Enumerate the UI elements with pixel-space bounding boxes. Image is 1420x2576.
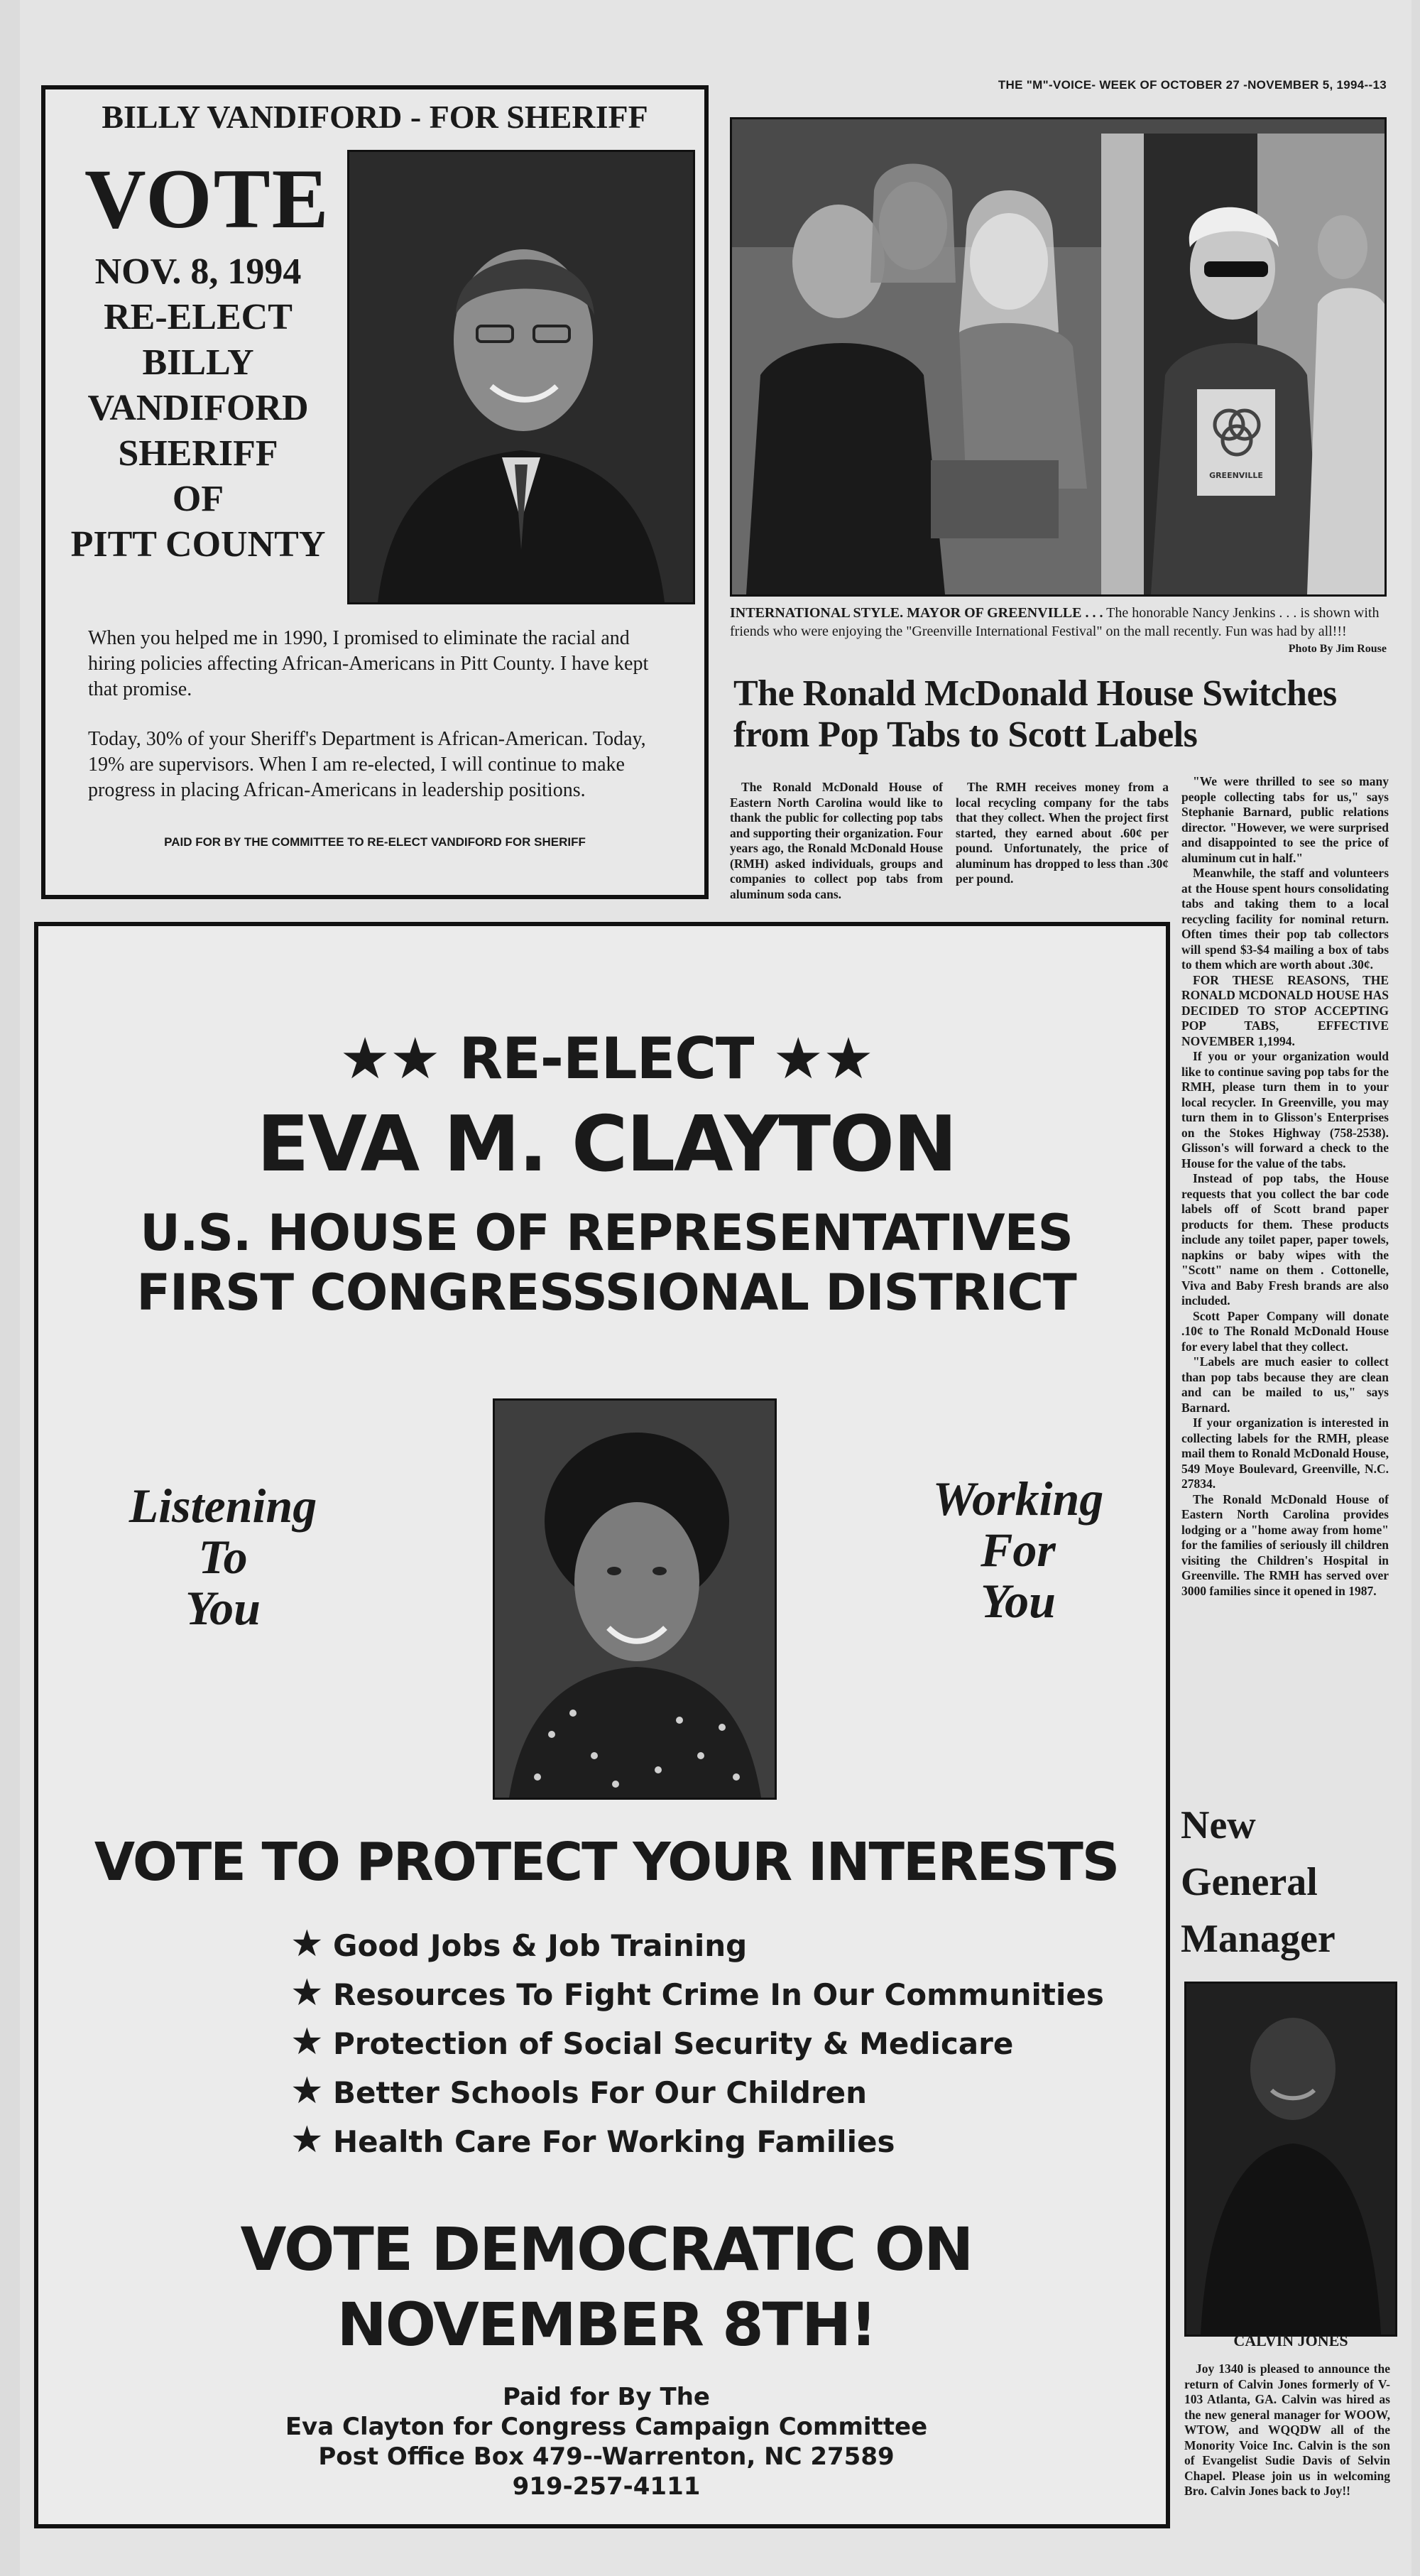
working-word: You <box>981 1574 1056 1628</box>
star-icon: ★ <box>290 2070 324 2112</box>
list-item <box>290 1920 1142 1969</box>
vandiford-body <box>88 626 677 827</box>
list-item-label: Protection of Social Security & Medicare <box>333 2026 1014 2061</box>
clayton-portrait <box>493 1398 777 1800</box>
photo-credit: Photo By Jim Rouse <box>1288 643 1387 655</box>
vote-line: VOTE DEMOCRATIC ON <box>240 2214 973 2284</box>
gm-head-line: New <box>1181 1803 1256 1847</box>
vandiford-heading: BILLY VANDIFORD - FOR SHERIFF <box>102 99 648 135</box>
gm-headline <box>1181 1797 1394 1967</box>
vandiford-ballot-lines <box>53 249 344 567</box>
clayton-paid-for <box>38 2382 1174 2501</box>
clayton-office-line: U.S. HOUSE OF REPRESENTATIVES <box>140 1204 1073 1262</box>
rmh-para: Scott Paper Company will donate .10¢ to The Ronald McDonald House for every label that they collect. <box>1181 1308 1389 1354</box>
festival-photo-art <box>732 119 1384 594</box>
calvin-jones-portrait <box>1184 1982 1397 2337</box>
vandiford-line: OF <box>172 479 224 519</box>
paid-line: 919-257-4111 <box>512 2472 701 2501</box>
rmh-para: The Ronald McDonald House of Eastern North Carolina would like to thank the public for collecting pop tabs and supporting their organization. Four years ago, the Ronald McDonald House (RMH) asked individuals, groups and companies to collect pop tabs from aluminum soda cans. <box>730 780 943 901</box>
rmh-para: Meanwhile, the staff and volunteers at the House spent hours consolidating tabs and taking them to a local recycling facility for nominal return. Often times their pop tab collectors will spend $3-$4 mailing a box of tabs to them which are worth about .30¢. <box>1181 866 1389 972</box>
star-icon: ★ <box>290 2021 324 2063</box>
gm-para: Joy 1340 is pleased to announce the return of Calvin Jones formerly of V-103 Atlanta, GA. Calvin was hired as the new general manager for WOOW, WTOW, and WQQDW all of the Monority Voice Inc. Calvin is the son of Evangelist Sudie Davis of Selvin Chapel. Please join us in welcoming Bro. Calvin Jones back to Joy!! <box>1184 2362 1390 2498</box>
rmh-para: The RMH receives money from a local recycling company for the tabs that they collect. When the project first started, they earned about .60¢ per pound. Unfortunately, the price of aluminum has dropped to less than .30¢ per pound. <box>956 780 1169 886</box>
clayton-listening <box>81 1480 365 1634</box>
vandiford-line: VANDIFORD <box>87 388 309 428</box>
clayton-working <box>890 1473 1146 1626</box>
festival-caption <box>730 604 1387 641</box>
working-word: For <box>981 1523 1056 1577</box>
vandiford-portrait-art <box>349 152 693 602</box>
vote-line: NOVEMBER 8TH! <box>337 2290 876 2359</box>
paid-line: Eva Clayton for Congress Campaign Committee <box>285 2413 928 2441</box>
vandiford-line: BILLY <box>142 342 254 383</box>
list-item <box>290 2018 1142 2067</box>
vandiford-para: Today, 30% of your Sheriff's Department is African-American. Today, 19% are supervisors. When I am re-elected, I will continue to make progress in placing African-Americans in leadership positions. <box>88 728 646 801</box>
rmh-column-2 <box>956 780 1169 887</box>
clayton-vote-democratic <box>38 2212 1174 2362</box>
clayton-ad <box>34 922 1170 2528</box>
festival-photo <box>730 117 1387 597</box>
list-item <box>290 2116 1142 2165</box>
paid-line: Post Office Box 479--Warrenton, NC 27589 <box>318 2442 895 2471</box>
clayton-name: EVA M. CLAYTON <box>256 1100 956 1189</box>
clayton-office <box>38 1203 1174 1322</box>
vandiford-ad <box>41 85 709 899</box>
clayton-portrait-art <box>495 1401 775 1798</box>
gm-body <box>1184 2362 1390 2499</box>
clayton-protect-heading: VOTE TO PROTECT YOUR INTERESTS <box>94 1832 1119 1893</box>
list-item-label: Better Schools For Our Children <box>333 2075 868 2110</box>
vandiford-paid-line: PAID FOR BY THE COMMITTEE TO RE-ELECT VANDIFORD FOR SHERIFF <box>164 835 586 849</box>
star-icon: ★ <box>290 2119 324 2161</box>
paid-line: Paid for By The <box>503 2383 710 2411</box>
calvin-jones-portrait-art <box>1186 1984 1395 2335</box>
rmh-headline: The Ronald McDonald House Switches from Pop Tabs to Scott Labels <box>733 673 1337 755</box>
vandiford-line: SHERIFF <box>118 433 278 474</box>
vandiford-line: NOV. 8, 1994 <box>94 251 302 292</box>
caption-body: The honorable Nancy Jenkins . . . is shown with friends who were enjoying the "Greenville International Festival" on the mall recently. Fun was had by all!!! <box>730 605 1380 639</box>
list-item-label: Health Care For Working Families <box>333 2124 895 2159</box>
rmh-para: The Ronald McDonald House of Eastern North Carolina provides lodging or a "home away from home" for the families of seriously ill children visiting the Children's Hospital in Greenville. The RMH has served over 3000 families since it opened in 1987. <box>1181 1491 1389 1598</box>
rmh-para: FOR THESE REASONS, THE RONALD MCDONALD HOUSE HAS DECIDED TO STOP ACCEPTING POP TABS, EFFECTIVE NOVEMBER 1,1994. <box>1181 972 1389 1048</box>
vandiford-line: PITT COUNTY <box>70 524 326 565</box>
listening-word: Listening <box>129 1479 317 1533</box>
vandiford-vote: VOTE <box>84 151 330 246</box>
rmh-column-3 <box>1181 774 1389 1599</box>
sign-text: GREENVILLE <box>1209 471 1263 480</box>
listening-word: To <box>198 1530 248 1584</box>
rmh-para: If your organization is interested in collecting labels for the RMH, please mail them to Ronald McDonald House, 549 Moye Boulevard, Greenville, N.C. 27834. <box>1181 1415 1389 1491</box>
rmh-para: "We were thrilled to see so many people collecting tabs for us," says Stephanie Barnard, public relations director. "However, we were surprised and disappointed to see the price of aluminum cut in half." <box>1181 774 1389 865</box>
vandiford-para: When you helped me in 1990, I promised to eliminate the racial and hiring policies affecting African-Americans in Pitt County. I have kept that promise. <box>88 627 649 700</box>
clayton-reelect: ★★ RE-ELECT ★★ <box>339 1026 873 1092</box>
list-item-label: Good Jobs & Job Training <box>333 1928 748 1963</box>
rmh-para: "Labels are much easier to collect than pop tabs because they are clean and can be mailed to us," says Barnard. <box>1181 1354 1389 1415</box>
newspaper-page <box>20 0 1411 2576</box>
star-icon: ★ <box>290 1923 324 1965</box>
clayton-office-line: FIRST CONGRESSSIONAL DISTRICT <box>136 1263 1076 1322</box>
listening-word: You <box>185 1581 261 1635</box>
list-item <box>290 2067 1142 2116</box>
vandiford-line: RE-ELECT <box>104 297 293 337</box>
gm-head-line: General <box>1181 1860 1318 1904</box>
vandiford-portrait <box>347 150 695 604</box>
rmh-column-1 <box>730 780 943 902</box>
list-item <box>290 1969 1142 2018</box>
rmh-para: Instead of pop tabs, the House requests that you collect the bar code labels off of Scott brand paper products for them. These products include any toilet paper, paper towels, napkins or baby wipes with the "Scott" name on them . Cottonelle, Viva and Baby Fresh brands are also included. <box>1181 1171 1389 1308</box>
gm-name: CALVIN JONES <box>1233 2332 1348 2349</box>
rmh-para: If you or your organization would like to continue saving pop tabs for the RMH, please turn them in to your local recycler. In Greenville, you may turn them in to Glisson's Enterprises on the Stokes Highway (758-2538). Glisson's will forward a check to the House for the value of the tabs. <box>1181 1049 1389 1170</box>
list-item-label: Resources To Fight Crime In Our Communities <box>333 1977 1104 2012</box>
star-icon: ★ <box>290 1972 324 2014</box>
page-folio: THE "M"-VOICE- WEEK OF OCTOBER 27 -NOVEMBER 5, 1994--13 <box>998 78 1387 92</box>
caption-lead: INTERNATIONAL STYLE. MAYOR OF GREENVILLE . . . <box>730 605 1103 621</box>
clayton-platform-list <box>290 1920 1142 2165</box>
working-word: Working <box>932 1472 1104 1526</box>
gm-head-line: Manager <box>1181 1917 1336 1961</box>
